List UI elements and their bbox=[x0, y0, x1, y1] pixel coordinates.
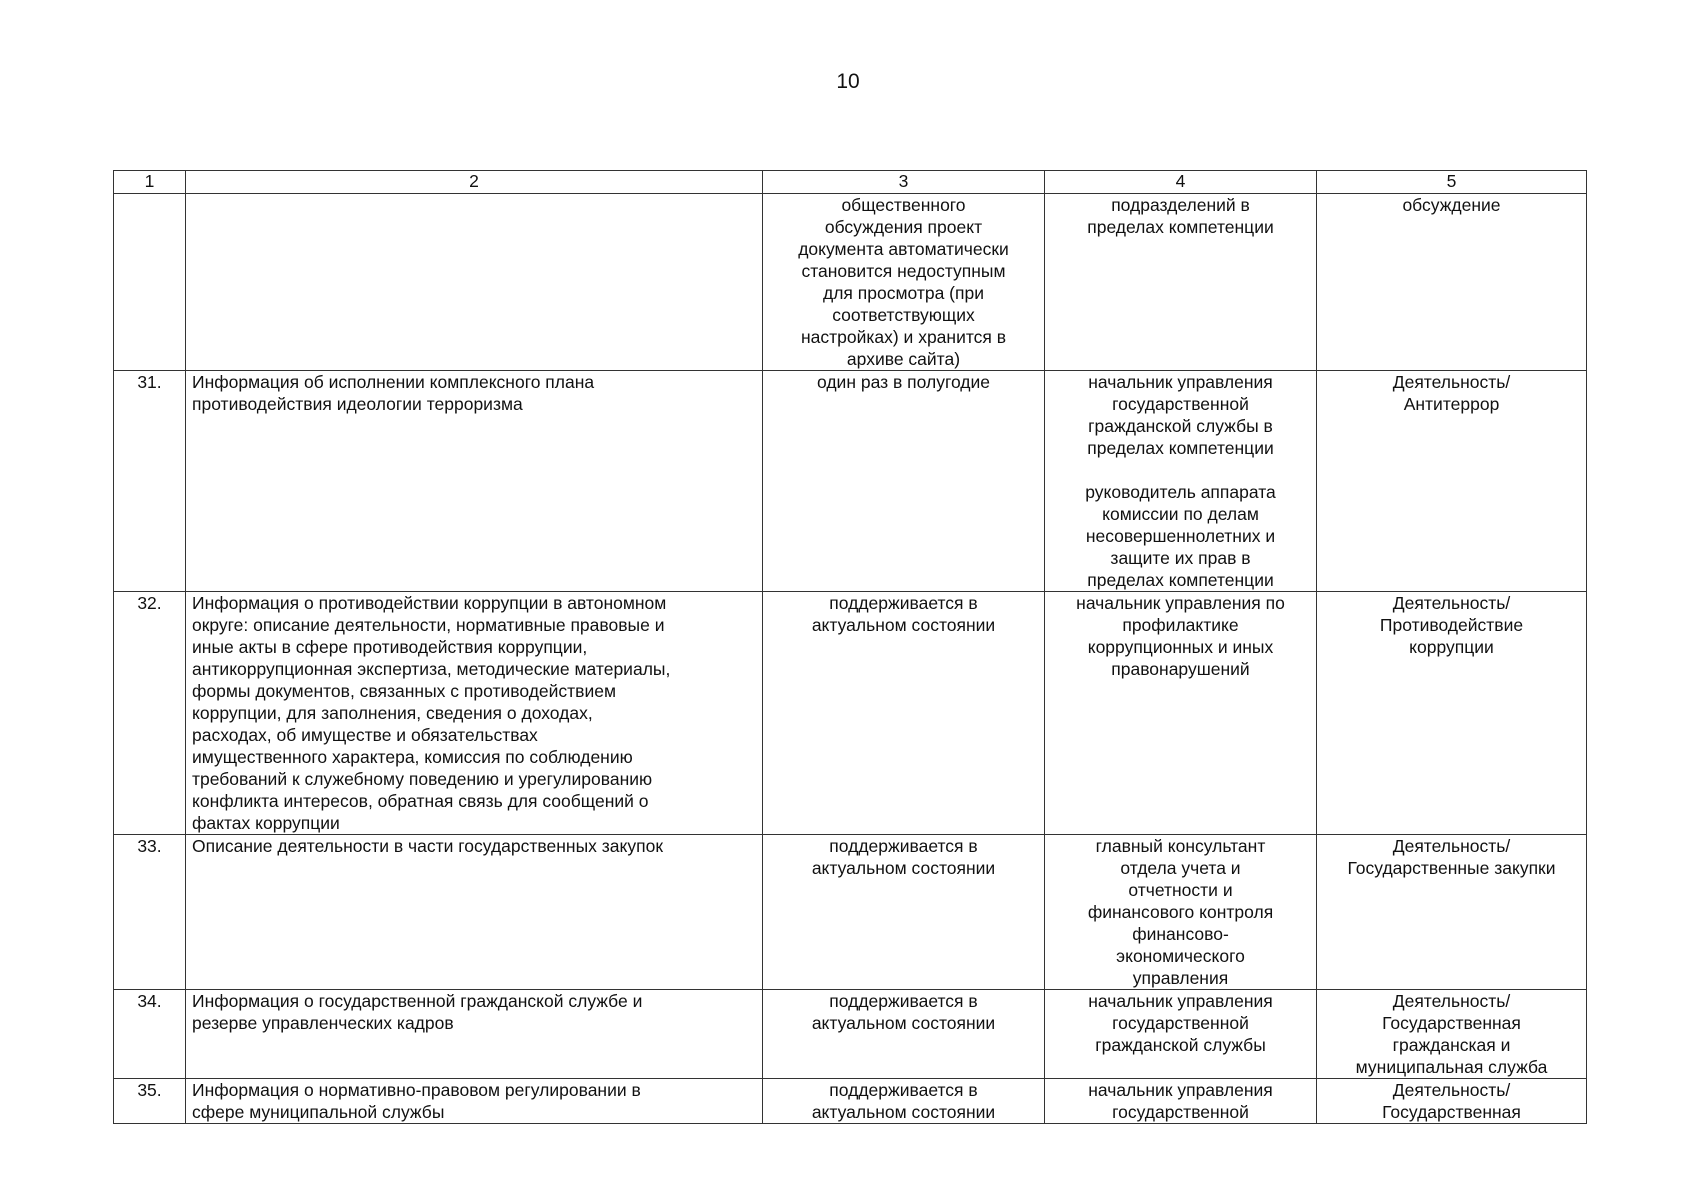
row-title bbox=[186, 194, 763, 371]
table-row bbox=[114, 194, 1587, 371]
row-section: Деятельность/ Государственная гражданская и муниципальная служба bbox=[1317, 990, 1587, 1079]
paragraph-gap bbox=[1051, 459, 1310, 481]
row-responsible: главный консультант отдела учета и отчетности и финансового контроля финансово- экономического управления bbox=[1087, 836, 1274, 988]
row-period: общественного обсуждения проект документа автоматически становится недоступным для просмотра (при соответствующих настройках) и хранится в архиве сайта) bbox=[763, 194, 1045, 371]
row-number: 35. bbox=[114, 1079, 186, 1124]
header-row bbox=[114, 171, 1587, 194]
row-responsible-cell bbox=[1045, 1079, 1317, 1124]
column-header-3: 3 bbox=[763, 171, 1045, 194]
row-period: поддерживается в актуальном состоянии bbox=[763, 592, 1045, 835]
column-header-4: 4 bbox=[1045, 171, 1317, 194]
row-number: 33. bbox=[114, 835, 186, 990]
row-responsible-cell bbox=[1045, 371, 1317, 592]
row-responsible-cell bbox=[1045, 835, 1317, 990]
row-responsible-extra: руководитель аппарата комиссии по делам несовершеннолетних и защите их прав в пределах компетенции bbox=[1085, 482, 1276, 590]
row-responsible: начальник управления государственной гражданской службы bbox=[1088, 991, 1273, 1055]
row-period: поддерживается в актуальном состоянии bbox=[763, 990, 1045, 1079]
table-row bbox=[114, 592, 1587, 835]
row-period: поддерживается в актуальном состоянии bbox=[763, 1079, 1045, 1124]
row-title: Информация о государственной гражданской службе и резерве управленческих кадров bbox=[186, 990, 763, 1079]
row-responsible-cell bbox=[1045, 194, 1317, 371]
row-number: 32. bbox=[114, 592, 186, 835]
row-section: Деятельность/ Антитеррор bbox=[1317, 371, 1587, 592]
row-section: Деятельность/ Государственные закупки bbox=[1317, 835, 1587, 990]
row-period: один раз в полугодие bbox=[763, 371, 1045, 592]
table-body bbox=[114, 194, 1587, 1124]
row-responsible-cell bbox=[1045, 592, 1317, 835]
row-title: Информация о противодействии коррупции в автономном округе: описание деятельности, нормативные правовые и иные акты в сфере противодействия коррупции, антикоррупционная экспертиза, методические материалы, формы документов, связанных с противодействием коррупции, для заполнения, сведения о доходах, расходах, об имуществе и обязательствах имущественного характера, комиссия по соблюдению требований к служебному поведению и урегулированию конфликта интересов, обратная связь для сообщений о фактах коррупции bbox=[186, 592, 763, 835]
row-number bbox=[114, 194, 186, 371]
row-section: обсуждение bbox=[1317, 194, 1587, 371]
row-title: Информация о нормативно-правовом регулировании в сфере муниципальной службы bbox=[186, 1079, 763, 1124]
row-responsible: начальник управления государственной гражданской службы в пределах компетенции bbox=[1087, 372, 1274, 458]
row-number: 31. bbox=[114, 371, 186, 592]
column-header-5: 5 bbox=[1317, 171, 1587, 194]
table-row bbox=[114, 990, 1587, 1079]
document-table bbox=[113, 170, 1587, 1124]
table-row bbox=[114, 835, 1587, 990]
row-responsible: начальник управления по профилактике коррупционных и иных правонарушений bbox=[1076, 593, 1285, 679]
page-number: 10 bbox=[836, 70, 860, 93]
row-section: Деятельность/ Государственная bbox=[1317, 1079, 1587, 1124]
row-period: поддерживается в актуальном состоянии bbox=[763, 835, 1045, 990]
row-responsible: подразделений в пределах компетенции bbox=[1087, 195, 1274, 237]
column-header-2: 2 bbox=[186, 171, 763, 194]
column-header-1: 1 bbox=[114, 171, 186, 194]
row-section: Деятельность/ Противодействие коррупции bbox=[1317, 592, 1587, 835]
table-row bbox=[114, 1079, 1587, 1124]
row-title: Информация об исполнении комплексного плана противодействия идеологии терроризма bbox=[186, 371, 763, 592]
table-row bbox=[114, 371, 1587, 592]
row-responsible: начальник управления государственной bbox=[1088, 1080, 1273, 1122]
row-responsible-cell bbox=[1045, 990, 1317, 1079]
row-title: Описание деятельности в части государственных закупок bbox=[186, 835, 763, 990]
row-number: 34. bbox=[114, 990, 186, 1079]
table-header bbox=[114, 171, 1587, 194]
